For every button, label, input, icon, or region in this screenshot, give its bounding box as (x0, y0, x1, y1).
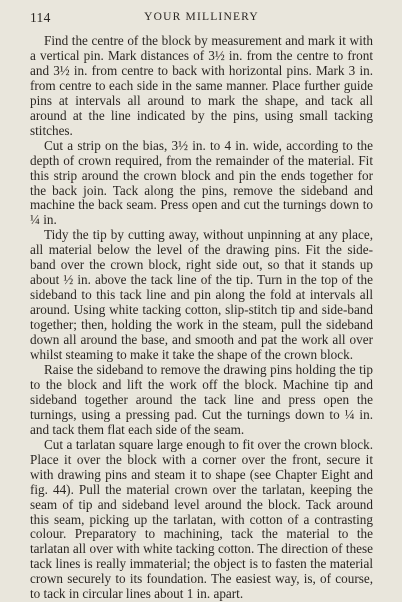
book-title: YOUR MILLINERY (144, 11, 259, 23)
paragraph-2: Cut a strip on the bias, 3½ in. to 4 in. wide, according to the depth of crown required, from the remainder of the material. Fit this strip around the crown block and pin the ends together for the back join. Tack along the pins, remove the sideband and machine the back seam. Press open and cut the turnings down to ¼ in. (30, 137, 373, 228)
page-number: 114 (30, 10, 51, 25)
paragraph-4: Raise the sideband to remove the drawing pins holding the tip to the block and lift the work off the block. Machine tip and sideband together around the tack line and press open the turnings, using a pressing pad. Cut the turnings down to ¼ in. and tack them flat each side of the seam. (30, 361, 373, 437)
running-head (30, 10, 373, 30)
body-text (30, 34, 373, 602)
paragraph-5: Cut a tarlatan square large enough to fit over the crown block. Place it over the block with a corner over the front, secure it with drawing pins and steam it to shape (see Chapter Eight and fig. 44). Pull the material crown over the tarlatan, keeping the seam of tip and sideband level around the block. Tack around this seam, picking up the tarlatan, with cotton of a contrasting colour. Preparatory to machining, tack the material to the tarlatan all over with white tacking cotton. The direction of these tack lines is really immaterial; the object is to fasten the material crown securely to its foundation. The easiest way, is, of course, to tack in circular lines about 1 in. apart. (30, 436, 373, 602)
paragraph-3: Tidy the tip by cutting away, without unpinning at any place, all material below the level of the drawing pins. Fit the side-band over the crown block, right side out, so that it stands up about ½ in. above the tack line of the tip. Turn in the top of the sideband to this tack line and pin along the fold at intervals all around. Using white tacking cotton, slip-stitch tip and side-band together; then, holding the work in the steam, pull the sideband down all around the base, and smooth and pat the work all over whilst steaming to make it take the shape of the crown block. (30, 227, 373, 363)
paragraph-1: Find the centre of the block by measurement and mark it with a vertical pin. Mark distances of 3½ in. from the centre to front and 3½ in. from centre to back with horizontal pins. Mark 3 in. from centre to each side in the same manner. Place further guide pins at intervals all around to mark the shape, and tack all around at the line indicated by the pins, using small tacking stitches. (30, 33, 373, 138)
